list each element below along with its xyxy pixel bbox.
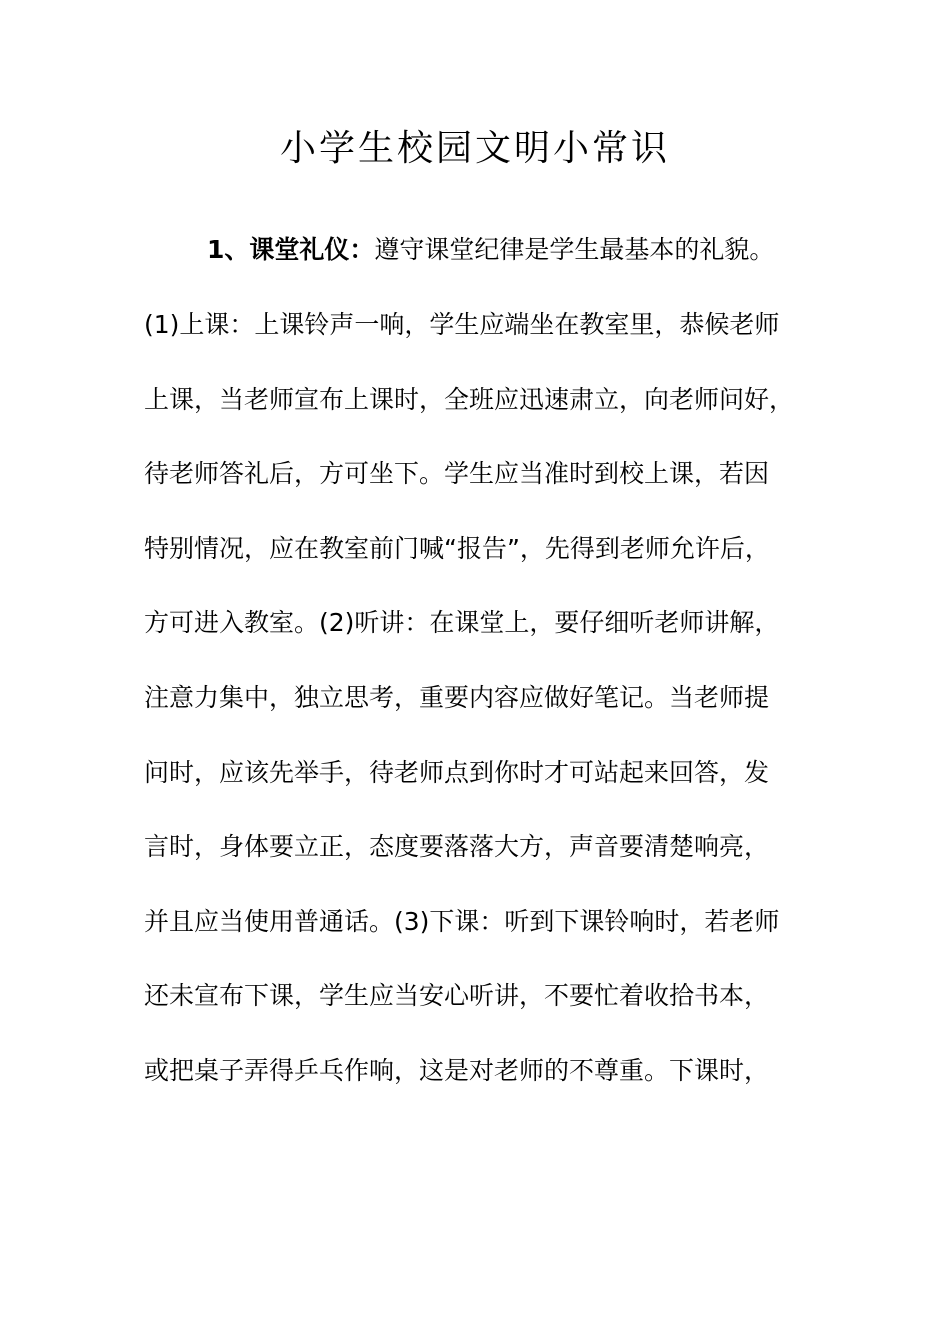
section-intro: 遵守课堂纪律是学生最基本的礼貌。 [374, 235, 775, 264]
paragraph-line: 问时，应该先举手，待老师点到你时才可站起来回答，发 [144, 758, 770, 787]
section-heading: 1、课堂礼仪： [207, 235, 375, 264]
paragraph-line: 上课，当老师宣布上课时，全班应迅速肃立，向老师问好， [144, 385, 795, 414]
paragraph-line: 待老师答礼后，方可坐下。学生应当准时到校上课，若因 [144, 459, 770, 488]
paragraph-line: 注意力集中，独立思考，重要内容应做好笔记。当老师提 [144, 683, 770, 712]
paragraph-line: (1)上课：上课铃声一响，学生应端坐在教室里，恭候老师 [144, 310, 780, 339]
paragraph-line: 特别情况，应在教室前门喊“报告”，先得到老师允许后， [144, 534, 770, 563]
paragraph-line: 言时，身体要立正，态度要落落大方，声音要清楚响亮， [144, 832, 770, 861]
paragraph-line: 或把桌子弄得乒乓作响，这是对老师的不尊重。下课时， [144, 1056, 770, 1085]
paragraph-line: 并且应当使用普通话。(3)下课：听到下课铃响时，若老师 [144, 907, 780, 936]
paragraph-line: 方可进入教室。(2)听讲：在课堂上，要仔细听老师讲解， [144, 608, 780, 637]
paragraph-line-intro [207, 232, 774, 268]
document-title: 小学生校园文明小常识 [279, 128, 670, 169]
paragraph-line: 还未宣布下课，学生应当安心听讲，不要忙着收拾书本， [144, 981, 770, 1010]
